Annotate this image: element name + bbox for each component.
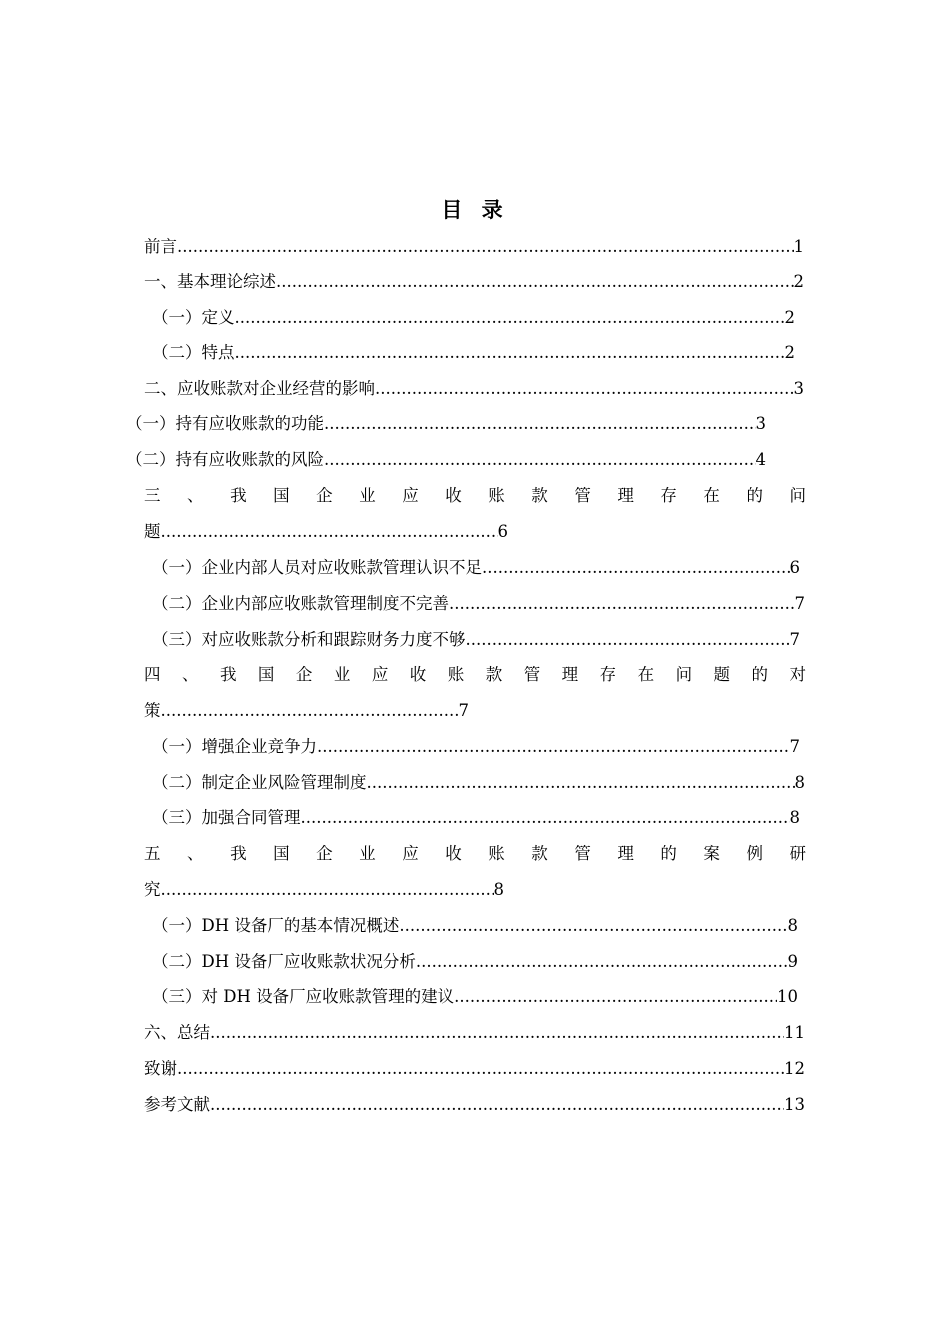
dot-leader xyxy=(161,699,459,723)
toc-entry[interactable] xyxy=(152,985,798,1009)
toc-page-number: 8 xyxy=(794,773,805,792)
dot-leader xyxy=(399,914,787,938)
toc-entry-text: 参考文献 xyxy=(144,1095,210,1114)
toc-page-number: 12 xyxy=(784,1059,805,1078)
toc-entry[interactable] xyxy=(144,235,804,259)
toc-page-number: 7 xyxy=(458,701,469,720)
dot-leader xyxy=(210,1093,784,1117)
heading-char: 业 xyxy=(359,486,376,505)
heading-char: 业 xyxy=(333,665,351,684)
dot-leader xyxy=(454,985,777,1009)
toc-entry-text: （三）对 DH 设备厂应收账款管理的建议 xyxy=(152,987,455,1006)
toc-title: 目 录 xyxy=(441,198,509,222)
toc-page-number: 1 xyxy=(793,237,804,256)
toc-entry[interactable] xyxy=(152,806,800,830)
toc-entry-text: 一、基本理论综述 xyxy=(144,272,276,291)
dot-leader xyxy=(301,806,790,830)
dot-leader xyxy=(177,235,794,259)
toc-entry[interactable] xyxy=(144,878,504,902)
heading-char: 的 xyxy=(746,486,763,505)
toc-entry[interactable] xyxy=(144,1021,805,1045)
toc-entry[interactable] xyxy=(144,377,804,401)
toc-page-number: 2 xyxy=(793,272,804,291)
toc-entry[interactable] xyxy=(144,1057,805,1081)
toc-entry[interactable] xyxy=(152,592,805,616)
toc-heading-spread[interactable] xyxy=(144,484,806,508)
heading-char: 账 xyxy=(488,844,505,863)
toc-entry-text: 前言 xyxy=(144,237,177,256)
toc-page-number: 6 xyxy=(497,522,508,541)
dot-leader xyxy=(210,1021,784,1045)
toc-entry-text: 究 xyxy=(144,880,161,899)
heading-char: 问 xyxy=(789,486,806,505)
toc-page-number: 2 xyxy=(784,343,795,362)
heading-char: 我 xyxy=(230,486,247,505)
heading-char: 、 xyxy=(181,665,199,684)
heading-char: 国 xyxy=(273,844,290,863)
heading-char: 存 xyxy=(599,665,617,684)
dot-leader xyxy=(161,520,498,544)
toc-page-number: 7 xyxy=(789,630,800,649)
heading-char: 账 xyxy=(447,665,465,684)
heading-char: 理 xyxy=(561,665,579,684)
dot-leader xyxy=(161,878,494,902)
toc-page-number: 2 xyxy=(784,308,795,327)
heading-char: 问 xyxy=(675,665,693,684)
toc-entry-text: （一）定义 xyxy=(152,308,235,327)
toc-entry[interactable] xyxy=(152,735,800,759)
dot-leader xyxy=(235,306,785,330)
toc-page-number: 10 xyxy=(777,987,798,1006)
toc-entry-text: 二、应收账款对企业经营的影响 xyxy=(144,379,375,398)
toc-entry-text: （三）对应收账款分析和跟踪财务力度不够 xyxy=(152,630,466,649)
heading-char: 四 xyxy=(144,665,161,684)
heading-char: 对 xyxy=(789,665,806,684)
toc-entry[interactable] xyxy=(144,520,508,544)
toc-page-number: 7 xyxy=(789,737,800,756)
toc-page-number: 11 xyxy=(784,1023,805,1042)
toc-page-number: 3 xyxy=(793,379,804,398)
heading-char: 企 xyxy=(316,844,333,863)
dot-leader xyxy=(324,412,756,436)
heading-char: 企 xyxy=(295,665,313,684)
toc-entry[interactable] xyxy=(152,341,795,365)
dot-leader xyxy=(375,377,794,401)
toc-entry-text: （二）特点 xyxy=(152,343,235,362)
toc-entry-text: 致谢 xyxy=(144,1059,177,1078)
toc-entry-text: （一）持有应收账款的功能 xyxy=(126,414,324,433)
toc-page-number: 8 xyxy=(493,880,504,899)
heading-char: 应 xyxy=(402,486,419,505)
toc-entry-text: 题 xyxy=(144,522,161,541)
heading-char: 账 xyxy=(488,486,505,505)
heading-char: 案 xyxy=(703,844,720,863)
toc-page-number: 7 xyxy=(794,594,805,613)
dot-leader xyxy=(317,735,790,759)
toc-page-number: 13 xyxy=(784,1095,805,1114)
heading-char: 、 xyxy=(187,486,204,505)
heading-char: 应 xyxy=(402,844,419,863)
toc-entry[interactable] xyxy=(144,699,469,723)
heading-char: 的 xyxy=(660,844,677,863)
toc-entry[interactable] xyxy=(144,1093,805,1117)
heading-char: 在 xyxy=(637,665,655,684)
dot-leader xyxy=(324,448,756,472)
heading-char: 管 xyxy=(574,486,591,505)
toc-heading-spread[interactable] xyxy=(144,842,806,866)
toc-page-number: 3 xyxy=(755,414,766,433)
heading-char: 我 xyxy=(219,665,237,684)
heading-char: 业 xyxy=(359,844,376,863)
dot-leader xyxy=(416,950,788,974)
heading-char: 在 xyxy=(703,486,720,505)
heading-char: 企 xyxy=(316,486,333,505)
heading-char: 我 xyxy=(230,844,247,863)
toc-entry-text: （三）加强合同管理 xyxy=(152,808,301,827)
toc-heading-spread[interactable] xyxy=(144,663,806,687)
dot-leader xyxy=(276,270,794,294)
toc-entry[interactable] xyxy=(126,448,766,472)
heading-char: 款 xyxy=(485,665,503,684)
toc-entry[interactable] xyxy=(144,270,804,294)
toc-entry-text: （二）DH 设备厂应收账款状况分析 xyxy=(152,952,416,971)
heading-char: 理 xyxy=(617,844,634,863)
toc-entry[interactable] xyxy=(152,556,800,580)
toc-entry-text: （二）持有应收账款的风险 xyxy=(126,450,324,469)
heading-char: 存 xyxy=(660,486,677,505)
dot-leader xyxy=(449,592,795,616)
toc-page-number: 8 xyxy=(789,808,800,827)
heading-char: 款 xyxy=(531,844,548,863)
heading-char: 例 xyxy=(746,844,763,863)
heading-char: 研 xyxy=(789,844,806,863)
heading-char: 题 xyxy=(713,665,731,684)
toc-entry[interactable] xyxy=(152,771,805,795)
toc-page-number: 9 xyxy=(787,952,798,971)
heading-char: 的 xyxy=(751,665,768,684)
toc-entry-text: （一）企业内部人员对应收账款管理认识不足 xyxy=(152,558,482,577)
toc-entry-text: （二）企业内部应收账款管理制度不完善 xyxy=(152,594,449,613)
toc-entry-text: 策 xyxy=(144,701,161,720)
heading-char: 应 xyxy=(371,665,389,684)
toc-entry-text: （一）DH 设备厂的基本情况概述 xyxy=(152,916,400,935)
toc-entry[interactable] xyxy=(152,628,800,652)
toc-entry-text: （一）增强企业竞争力 xyxy=(152,737,317,756)
toc-entry-text: 六、总结 xyxy=(144,1023,210,1042)
toc-entry-text: （二）制定企业风险管理制度 xyxy=(152,773,367,792)
dot-leader xyxy=(177,1057,784,1081)
heading-char: 、 xyxy=(187,844,204,863)
toc-page-number: 4 xyxy=(755,450,766,469)
toc-entry[interactable] xyxy=(152,950,798,974)
toc-page-number: 8 xyxy=(787,916,798,935)
toc-entry[interactable] xyxy=(126,412,766,436)
dot-leader xyxy=(367,771,795,795)
heading-char: 管 xyxy=(574,844,591,863)
heading-char: 三 xyxy=(144,486,161,505)
toc-page-number: 6 xyxy=(789,558,800,577)
heading-char: 款 xyxy=(531,486,548,505)
heading-char: 国 xyxy=(257,665,275,684)
dot-leader xyxy=(482,556,790,580)
dot-leader xyxy=(235,341,785,365)
heading-char: 理 xyxy=(617,486,634,505)
heading-char: 国 xyxy=(273,486,290,505)
dot-leader xyxy=(466,628,790,652)
heading-char: 收 xyxy=(445,844,462,863)
heading-char: 收 xyxy=(445,486,462,505)
heading-char: 五 xyxy=(144,844,161,863)
heading-char: 收 xyxy=(409,665,427,684)
heading-char: 管 xyxy=(523,665,541,684)
toc-entry[interactable] xyxy=(152,306,795,330)
toc-entry[interactable] xyxy=(152,914,798,938)
